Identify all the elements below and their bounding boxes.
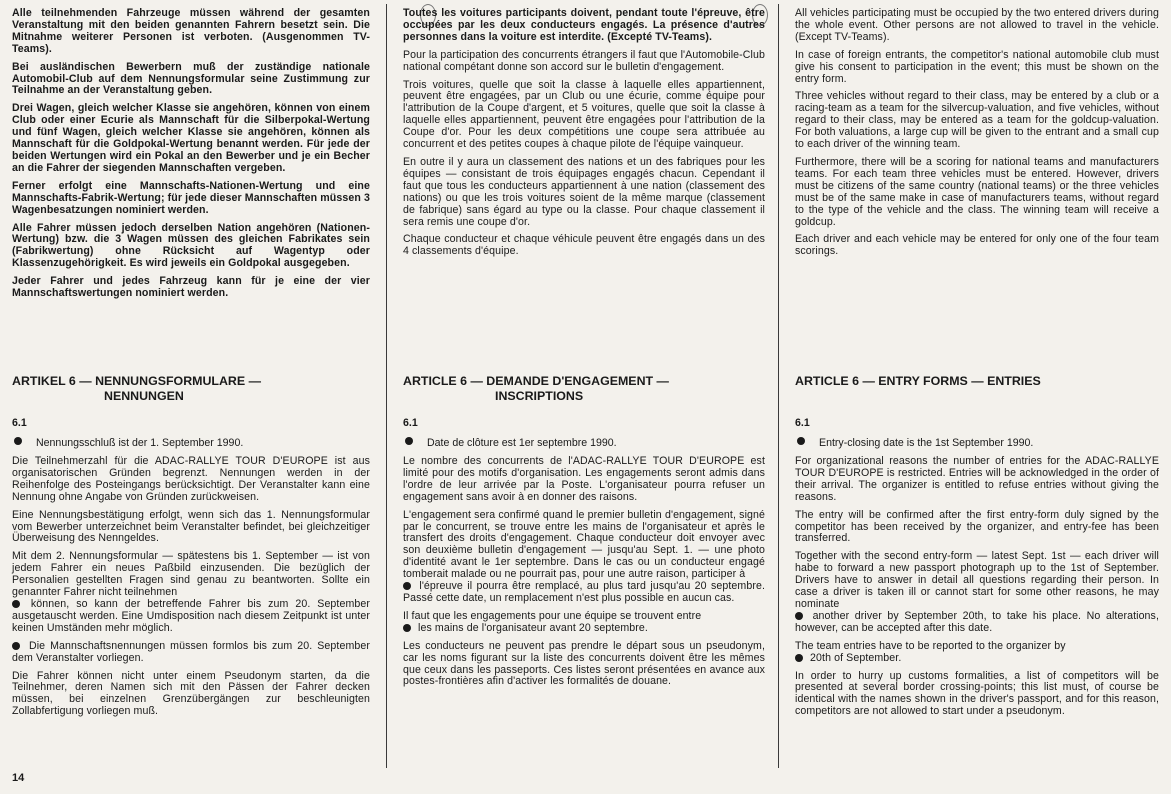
bullet-text: Nennungsschluß ist der 1. September 1990. xyxy=(36,437,244,449)
paragraph: Three vehicles without regard to their class, may be entered by a club or a racing-team as a team for the silvercup-valuation, and five vehicles, without regard to their class, may be entered as a team for the goldcup-valuation. For both valuations, a large cup will be given to the entrant and a small cup to each driver of the winning team. xyxy=(795,90,1159,151)
paragraph: Jeder Fahrer und jedes Fahrzeug kann für je eine der vier Mannschaftswertungen nominiert werden. xyxy=(12,275,370,300)
paragraph xyxy=(795,641,1159,665)
french-article-body xyxy=(403,437,765,694)
paragraph: Alle teilnehmenden Fahrzeuge müssen während der gesamten Veranstaltung mit den beiden genannten Fahrern besetzt sein. Die Mitnahme weiterer Personen ist verboten. (Ausgenommen TV-Teams). xyxy=(12,7,370,55)
page-number: 14 xyxy=(12,772,25,784)
french-intro xyxy=(403,8,765,264)
paragraph-part: Die Mannschaftsnennungen müssen formlos bis zum 20. September dem Veranstalter vorliegen. xyxy=(12,639,370,664)
paragraph: Ferner erfolgt eine Mannschafts-Nationen-Wertung und eine Mannschafts-Fabrik-Wertung; für jede dieser Mannschaften müssen 3 Wagenbesatzungen nominiert werden. xyxy=(12,179,370,216)
paragraph: Drei Wagen, gleich welcher Klasse sie angehören, können von einem Club oder einer Ecurie als Mannschaft für die Silberpokal-Wertung und fünf Wagen, gleich welcher Klasse sie angehören, können als Mannschaft für die Goldpokal-Wertung benannt werden. Für jede der beiden Wertungen wird ein Pokal an den Bewerber und je ein Becher an die Fahrer der siegenden Mannschaften vergeben. xyxy=(12,102,370,174)
paragraph: Bei ausländischen Bewerbern muß der zuständige nationale Automobil-Club auf dem Nennungsformular seine Zustimmung zur Teilnahme an der Veranstaltung geben. xyxy=(12,60,370,97)
english-intro xyxy=(795,8,1159,264)
paragraph-part: les mains de l'organisateur avant 20 septembre. xyxy=(418,621,648,634)
bullet-item xyxy=(403,437,765,449)
article-heading-fr xyxy=(403,374,669,404)
column-divider xyxy=(386,4,387,768)
heading-line: ARTIKEL 6 — NENNUNGSFORMULARE — xyxy=(12,374,261,388)
bullet-item xyxy=(12,437,370,449)
bullet-icon xyxy=(405,437,413,445)
paragraph xyxy=(403,611,765,635)
paragraph: Les conducteurs ne peuvent pas prendre le départ sous un pseudonym, car les noms figurant sur la liste des concurrents doivent être les mêmes que ceux dans les passeports. Ces listes seront présentées en avance aux postes-frontières afin d'activer les formalités de douane. xyxy=(403,639,765,688)
heading-line: NENNUNGEN xyxy=(104,389,184,403)
paragraph: Die Teilnehmerzahl für die ADAC-RALLYE TOUR D'EUROPE ist aus organisatorischen Gründen begrenzt. Nennungen werden in der Reihenfolge des Posteingangs berücksichtigt. Der Veranstalter kann eine Nennung ohne Angabe von Gründen zurückweisen. xyxy=(12,455,370,503)
paragraph: Alle Fahrer müssen jedoch derselben Nation angehören (Nationen-Wertung) bzw. die 3 Wagen müssen des gleichen Fabrikates sein (Fabrikwertung) ohne Rücksicht auf Wagentyp oder Klassenzugehörigkeit. Es wird jeweils ein Goldpokal ausgegeben. xyxy=(12,221,370,270)
paragraph: Each driver and each vehicle may be entered for only one of the four team scorings. xyxy=(795,233,1159,258)
bullet-icon xyxy=(795,654,803,662)
paragraph: Furthermore, there will be a scoring for national teams and manufacturers teams. For each team three vehicles must be entered. However, drivers must be citizens of the same country (national teams) or the three vehicles must be of the same make in case of manufacturers teams, without regard to the type of the vehicle and the class. The winning team will receive a goldcup. xyxy=(795,155,1159,228)
bullet-icon xyxy=(12,642,20,650)
paragraph: All vehicles participating must be occupied by the two entered drivers during the whole event. Other persons are not allowed to travel in the vehicle. (Except TV-Teams). xyxy=(795,7,1159,43)
bullet-icon xyxy=(797,437,805,445)
paragraph xyxy=(12,551,370,634)
paragraph: In case of foreign entrants, the competitor's national automobile club must give his consent to participation in the event; this must be shown on the entry form. xyxy=(795,48,1159,85)
paragraph xyxy=(12,641,370,665)
paragraph: In order to hurry up customs formalities, a list of competitors will be presented at several border crossing-points; this list must, of course be identical with the names shown in the driver's passport, and for this reason, competitors are not allowed to start under a pseudonym. xyxy=(795,669,1159,718)
paragraph: En outre il y aura un classement des nations et un des fabriques pour les équipes — consistant de trois équipages engagés chacun. Cependant il faut que tous les conducteurs appartiennent à une nation (classement des nations) ou que les trois voitures soient de la même marque (classement de fabrique) sans égard au type ou la classe. Pour chaque classement il sera remis une coupe d'or. xyxy=(403,155,765,228)
paragraph-part: L'engagement sera confirmé quand le premier bulletin d'engagement, signé par le concurrent, se trouve entre les mains de l'organisateur et après le transfert des droits d'engagement. Chaque conducteur doit envoyer avec son deuxième bulletin d'engagement — jusqu'au Sept. 1. — une photo d'identité avant le 1er septembre. Dans le cas ou un conducteur engagé tomberait malade ou ne pourrait pas, pour une autre raison, participer à xyxy=(403,508,765,581)
column-divider xyxy=(778,4,779,768)
paragraph xyxy=(403,510,765,605)
bullet-text: Entry-closing date is the 1st September 1990. xyxy=(819,437,1034,449)
paragraph: Pour la participation des concurrents étrangers il faut que l'Automobile-Club national compétant donne son accord sur le bulletin d'engagement. xyxy=(403,48,765,73)
section-number: 6.1 xyxy=(795,417,810,429)
section-number: 6.1 xyxy=(403,417,418,429)
paragraph: The entry will be confirmed after the first entry-form duly signed by the competitor has been received by the organizer, and entry-fee has been transferred. xyxy=(795,508,1159,545)
paragraph: Toutes les voitures participants doivent, pendant toute l'épreuve, être occupées par les deux conducteurs engagés. La présence d'autres personnes dans la voiture est interdite. (Excepté TV-Teams). xyxy=(403,7,765,43)
bullet-icon xyxy=(795,612,803,620)
paragraph-part: l'épreuve il pourra être remplacé, au plus tard jusqu'au 20 septembre. Passé cette date, un remplacement n'est plus possible en aucun cas. xyxy=(403,580,765,604)
english-article-body xyxy=(795,437,1159,724)
article-heading-de xyxy=(12,374,261,404)
paragraph-part: können, so kann der betreffende Fahrer bis zum 20. September ausgetauscht werden. Eine Umdisposition nach diesem Zeitpunkt ist unter keinen Umständen mehr möglich. xyxy=(12,597,370,634)
heading-line: INSCRIPTIONS xyxy=(495,389,584,403)
bullet-item xyxy=(795,437,1159,449)
paragraph-part: 20th of September. xyxy=(810,651,902,664)
paragraph: Die Fahrer können nicht unter einem Pseudonym starten, da die Teilnehmer, deren Namen sich mit den Pässen der Fahrer decken müssen, bei einzelnen Grenzübergängen zur beschleunigten Zollabfertigung vorliegen muß. xyxy=(12,669,370,718)
heading-line: ARTICLE 6 — DEMANDE D'ENGAGEMENT — xyxy=(403,374,669,388)
paragraph-part: another driver by September 20th, to take his place. No alterations, however, can be accepted after this date. xyxy=(795,609,1159,634)
paragraph: Le nombre des concurrents de l'ADAC-RALLYE TOUR D'EUROPE est limité pour des motifs d'organisation. Les engagements seront admis dans l'ordre de leur arrivée par la Poste. L'organisateur pourra refuser un engagement sans avoir à en donner des raisons. xyxy=(403,455,765,503)
bullet-icon xyxy=(403,582,411,590)
bullet-icon xyxy=(14,437,22,445)
paragraph xyxy=(795,551,1159,634)
bullet-icon xyxy=(403,624,411,632)
paragraph: Trois voitures, quelle que soit la classe à laquelle elles appartiennent, peuvent être engagées, par un Club ou une écurie, comme équipe pour l'attribution de la Coupe d'argent, et 5 voitures, quelle que soit la classe à laquelle elles appartiennent, peuvent être engagées pour l'attribution de la Coupe d'or. Pour les deux compétitions une coupe sera attribuée au concurrent et des petites coupes à chaque pilote de l'équipe vainqueur. xyxy=(403,78,765,151)
paragraph: For organizational reasons the number of entries for the ADAC-RALLYE TOUR D'EUROPE is restricted. Entries will be acknowledged in the order of their arrival. The organizer is entitled to refuse entries without giving the reasons. xyxy=(795,455,1159,503)
paragraph: Eine Nennungsbestätigung erfolgt, wenn sich das 1. Nennungsformular vom Bewerber unterzeichnet beim Veranstalter befindet, bei gleichzeitiger Überweisung des Nenngeldes. xyxy=(12,508,370,545)
heading-line: ARTICLE 6 — ENTRY FORMS — ENTRIES xyxy=(795,374,1041,388)
bullet-text: Date de clôture est 1er septembre 1990. xyxy=(427,437,617,449)
paragraph-part: Together with the second entry-form — latest Sept. 1st — each driver will habe to forward a new passport photograph up to the 1st of September. Drivers have to answer in detail all questions regarding their person. In case a driver is taken ill or cannot start for some other reasons, he may nominate xyxy=(795,550,1159,610)
paragraph-part: The team entries have to be reported to the organizer by xyxy=(795,639,1066,652)
article-heading-en xyxy=(795,374,1041,389)
german-article-body xyxy=(12,437,370,724)
paragraph-part: Il faut que les engagements pour une équipe se trouvent entre xyxy=(403,609,702,622)
bullet-icon xyxy=(12,600,20,608)
german-intro xyxy=(12,8,370,306)
section-number: 6.1 xyxy=(12,417,27,429)
paragraph: Chaque conducteur et chaque véhicule peuvent être engagés dans un des 4 classements d'équipe. xyxy=(403,233,765,258)
paragraph-part: Mit dem 2. Nennungsformular — spätestens bis 1. September — ist von jedem Fahrer ein neues Paßbild einzusenden. Die bezüglich der Personalien gestellten Fragen sind genau zu beantworten. Sollte ein genannter Fahrer nicht teilnehmen xyxy=(12,550,370,599)
